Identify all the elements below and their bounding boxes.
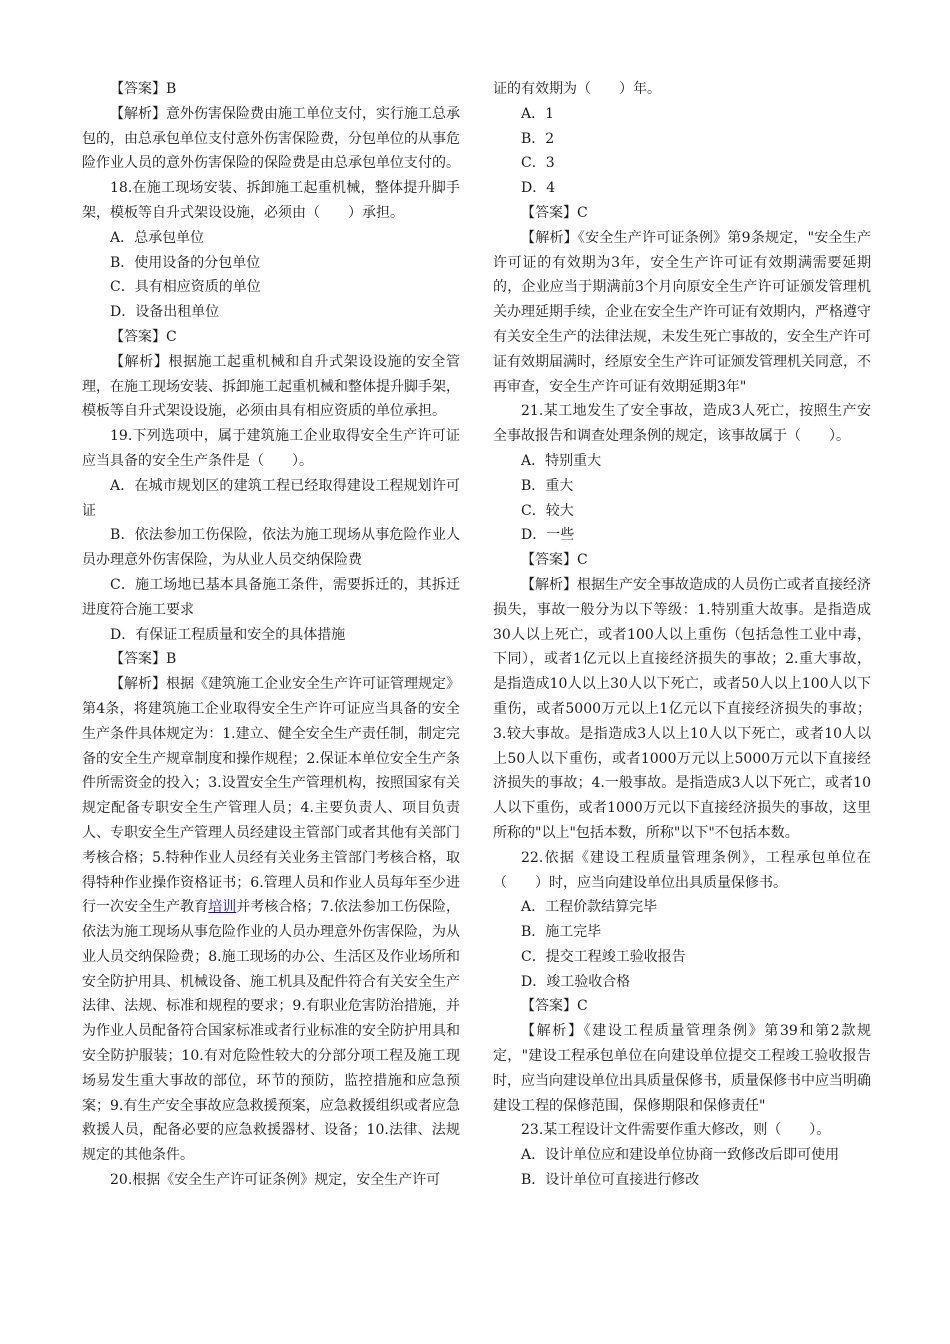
question-20: 20.根据《安全生产许可证条例》规定，安全生产许可 xyxy=(110,1172,441,1189)
analysis-21: 【解析】根据生产安全事故造成的人员伤亡或者直接经济损失，事故一般分为以下等级：1.特别重大故事。是指造成30人以上死亡，或者100人以上重伤（包括急性工业中毒，下同），或者1亿元以上直接经济损失的事故；2.重大事故，是指造成10人以上30人以下死亡，或者50人以上100人以下重伤，或者5000万元以上1亿元以下直接经济损失的事故；3.较大事故。是指造成3人以上10人以下死亡，或者10人以上50人以下重伤，或者1000万元以上5000万元以下直接经济损失的事故；4.一般事故。是指造成3人以下死亡，或者10人以下重伤，或者1000万元以下直接经济损失的事故，这里所称的"以上"包括本数，所称"以下"不包括本数。 xyxy=(493,576,871,841)
answer-19: 【答案】B xyxy=(110,651,177,668)
answer-21: 【答案】C xyxy=(521,552,588,569)
training-link[interactable]: 培训 xyxy=(208,899,237,916)
question-21: 21.某工地发生了安全事故，造成3人死亡，按照生产安全事故报告和调查处理条例的规定，该事故属于（ ）。 xyxy=(493,403,871,445)
analysis-22: 【解析】《建设工程质量管理条例》第39和第2款规定，"建设工程承包单位在向建设单位提交工程竣工验收报告时，应当向建设单位出具质量保修书，质量保修书中应当明确建设工程的保修范围，保修期限和保修责任" xyxy=(493,1023,871,1114)
option-20b: B．2 xyxy=(521,130,555,147)
analysis-19-head: 【解析】根据《建筑施工企业安全生产许可证管理规定》第4条，将建筑施工企业取得安全生产许可证应当具备的安全生产条件具体规定为：1.建立、健全安全生产责任制，制定完备的安全生产规章制度和操作规程；2.保证本单位安全生产条件所需资金的投入；3.设置安全生产管理机构，按照国家有关规定配备专职安全生产管理人员；4.主要负责人、项目负责人、专职安全生产管理人员经建设主管部门或者其他有关部门考核合格；5.特种作业人员经有关业务主管部门考核合格，取得特种作业操作资格证书；6.管理人员和作业人员每年至少进行一次安全生产教育 xyxy=(82,676,460,916)
option-20d: D．4 xyxy=(521,180,556,197)
answer-20: 【答案】C xyxy=(521,204,588,221)
answer-22: 【答案】C xyxy=(521,998,588,1015)
question-18: 18.在施工现场安装、拆卸施工起重机械，整体提升脚手架，模板等自升式架设设施，必须由（ ）承担。 xyxy=(82,180,460,221)
option-20a: A．1 xyxy=(521,105,555,122)
option-22c: C．提交工程竣工验收报告 xyxy=(521,948,686,965)
option-19b: B．依法参加工伤保险，依法为施工现场从事危险作业人员办理意外伤害保险，为从业人员交纳保险费 xyxy=(82,527,460,569)
question-19: 19.下列选项中，属于建筑施工企业取得安全生产许可证应当具备的安全生产条件是（ ）。 xyxy=(82,428,460,469)
option-18d: D．设备出租单位 xyxy=(110,304,220,321)
left-column xyxy=(82,77,460,1193)
option-18c: C．具有相应资质的单位 xyxy=(110,279,261,296)
option-22a: A．工程价款结算完毕 xyxy=(521,899,658,916)
option-19a: A．在城市规划区的建筑工程已经取得建设工程规划许可证 xyxy=(82,477,460,519)
answer-18: 【答案】C xyxy=(110,328,177,345)
question-23: 23.某工程设计文件需要作重大修改，则（ ）。 xyxy=(521,1122,831,1139)
option-21d: D．一些 xyxy=(521,527,575,544)
question-22: 22.依据《建设工程质量管理条例》，工程承包单位在（ ）时，应当向建设单位出具质量保修书。 xyxy=(493,849,871,891)
right-column xyxy=(493,77,871,1193)
analysis-20: 【解析】《安全生产许可证条例》第9条规定，"安全生产许可证的有效期为3年，安全生产许可证有效期满需要延期的，企业应当于期满前3个月向原安全生产许可证颁发管理机关办理延期手续，企业在安全生产许可证有效期内，严格遵守有关安全生产的法律法规，未发生死亡事故的，安全生产许可证有效期届满时，经原安全生产许可证颁发管理机关同意，不再审查，安全生产许可证有效期延期3年" xyxy=(493,229,871,395)
question-20-cont: 证的有效期为（ ）年。 xyxy=(493,81,661,97)
option-21a: A．特别重大 xyxy=(521,452,602,469)
option-19c: C．施工场地已基本具备施工条件，需要拆迁的，其拆迁进度符合施工要求 xyxy=(82,576,460,618)
option-19d: D．有保证工程质量和安全的具体措施 xyxy=(110,626,346,643)
analysis-19-tail: 并考核合格；7.依法参加工伤保险，依法为施工现场从事危险作业的人员办理意外伤害保险，为从业人员交纳保险费；8.施工现场的办公、生活区及作业场所和安全防护用具、机械设备、施工机具及配件符合有关安全生产法律、法规、标准和规程的要求；9.有职业危害防治措施，并为作业人员配备符合国家标准或者行业标准的安全防护用具和安全防护服装；10.有对危险性较大的分部分项工程及施工现场易发生重大事故的部位，环节的预防，监控措施和应急预案；9.有生产安全事故应急救援预案，应急救援组织或者应急救援人员，配备必要的应急救援器材、设备；10.法律、法规规定的其他条件。 xyxy=(82,899,461,1164)
analysis-17: 【解析】意外伤害保险费由施工单位支付，实行施工总承包的，由总承包单位支付意外伤害保险费，分包单位的从事危险作业人员的意外伤害保险的保险费是由总承包单位支付的。 xyxy=(82,105,460,172)
option-18b: B．使用设备的分包单位 xyxy=(110,254,261,271)
option-18a: A．总承包单位 xyxy=(110,229,205,246)
option-20c: C．3 xyxy=(521,155,555,172)
option-21b: B．重大 xyxy=(521,477,574,494)
analysis-19 xyxy=(82,672,460,1168)
answer-17: 【答案】B xyxy=(110,81,177,97)
option-22b: B．施工完毕 xyxy=(521,924,602,941)
option-22d: D．竣工验收合格 xyxy=(521,973,631,990)
analysis-18: 【解析】根据施工起重机械和自升式架设设施的安全管理，在施工现场安装、拆卸施工起重机械和整体提升脚手架，模板等自升式架设设施，必须由具有相应资质的单位承担。 xyxy=(82,353,460,420)
option-21c: C．较大 xyxy=(521,502,574,519)
option-23a: A．设计单位应和建设单位协商一致修改后即可使用 xyxy=(521,1147,840,1164)
option-23b: B．设计单位可直接进行修改 xyxy=(521,1172,700,1189)
